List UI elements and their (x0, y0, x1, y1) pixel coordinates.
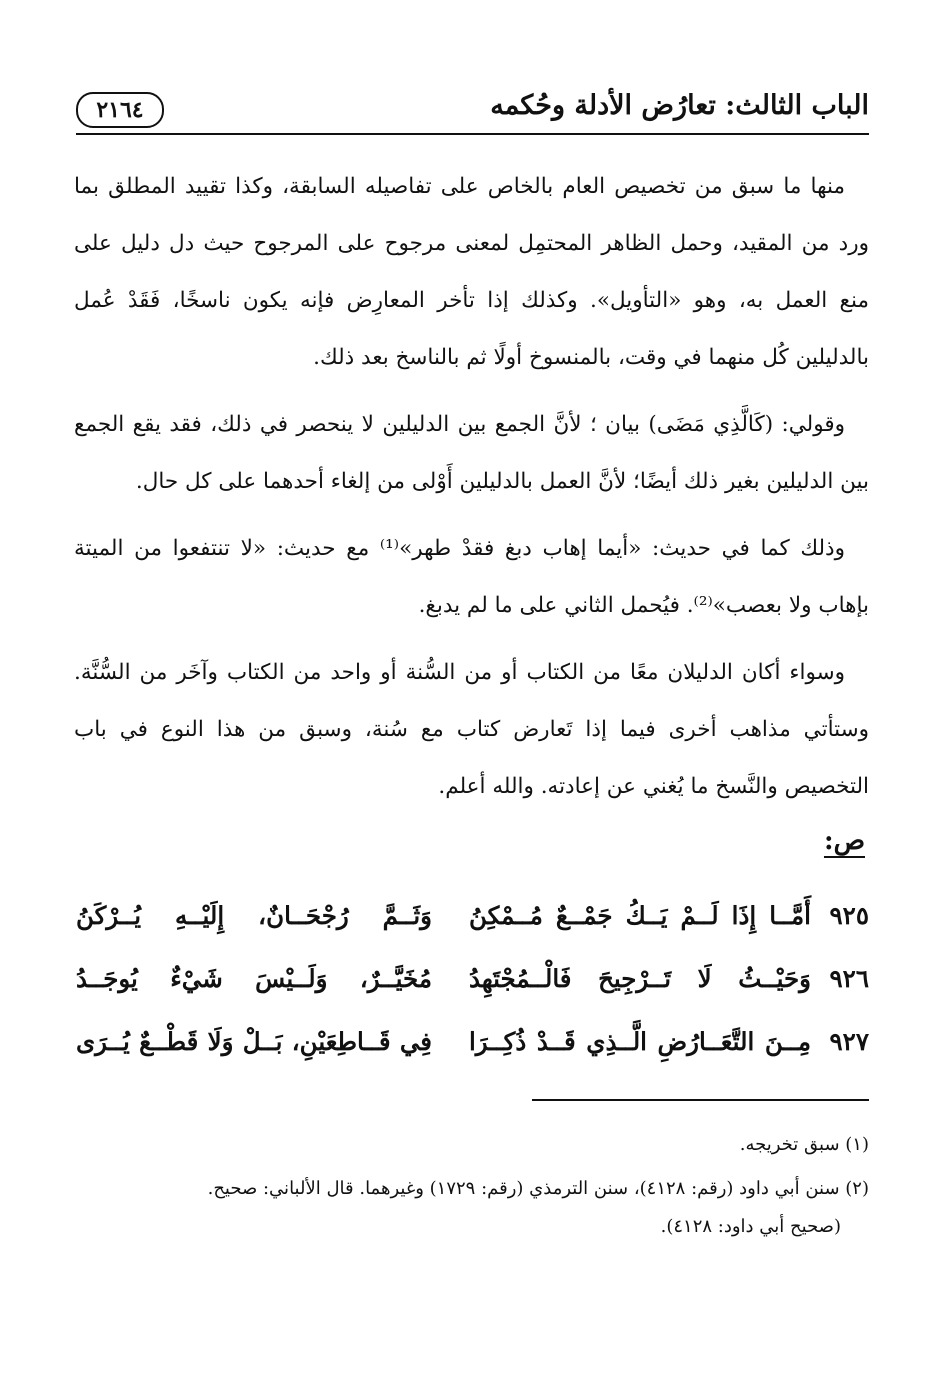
footnotes (76, 1126, 869, 1252)
verse-second-hemistich: وَثَــمَّ رُجْحَــانٌ، إِلَيْــهِ يُــرْكَنُ (76, 901, 432, 930)
verse-first-hemistich: وَحَيْــثُ لَا تَــرْجِيحَ فَالْــمُجْتَهِدُ (469, 964, 811, 993)
footnote-rule (532, 1099, 869, 1101)
section-label: ص: (823, 826, 865, 856)
verse-line (76, 1021, 869, 1084)
page-number: ٢١٦٤ (76, 92, 164, 128)
verse-second-hemistich: مُخَيَّــرٌ، وَلَــيْسَ شَيْءٌ يُوجَــدُ (76, 964, 432, 993)
footnote: (١) سبق تخريجه. (739, 1134, 869, 1155)
paragraph: وسواء أكان الدليلان معًا من الكتاب أو من السُّنة أو واحد من الكتاب وآخَر من السُّنَّة. وستأتي مذاهب أخرى فيما إذا تَعارض كتاب مع سُنة، وسبق من هذا النوع في باب التخصيص والنَّسخ ما يُغني عن إعادته. والله أعلم. (74, 660, 869, 799)
paragraph: وقولي: (كَالَّذِي مَضَى) بيان ؛ لأنَّ الجمع بين الدليلين لا ينحصر في ذلك، فقد يقع الجمع بين الدليلين بغير ذلك أيضًا؛ لأنَّ العمل بالدليلين أَوْلى من إلغاء أحدهما على كل حال. (74, 412, 869, 494)
paragraph: منها ما سبق من تخصيص العام بالخاص على تفاصيله السابقة، وكذا تقييد المطلق بما ورد من المقيد، وحمل الظاهر المحتمِل لمعنى مرجوح على المرجوح حيث دل دليل على منع العمل به، وهو «التأويل». وكذلك إذا تأخر المعارِض فإنه يكون ناسخًا، فَقَدْ عُمل بالدليلين كُل منهما في وقت، بالمنسوخ أولًا ثم بالناسخ بعد ذلك. (74, 174, 869, 370)
verse-number: ٩٢٥ (829, 901, 869, 930)
verse-first-hemistich: مِــنَ التَّعَــارُضِ الَّــذِي قَــدْ ذُكِــرَا (469, 1027, 811, 1056)
running-header (76, 88, 869, 132)
paragraph: وذلك كما في حديث: «أيما إهاب دبغ فقدْ طهر»⁽¹⁾ مع حديث: «لا تنتفعوا من الميتة بإهاب ولا بعصب»⁽²⁾. فيُحمل الثاني على ما لم يدبغ. (74, 536, 869, 618)
verse-number: ٩٢٧ (829, 1027, 869, 1056)
verse-line (76, 958, 869, 1021)
footnote-continuation: (صحيح أبي داود: ٤١٢٨). (660, 1216, 841, 1237)
verse-block (76, 895, 869, 1084)
header-rule (76, 133, 869, 135)
verse-line (76, 895, 869, 958)
footnote (76, 1170, 869, 1246)
main-text (74, 158, 869, 825)
chapter-title: الباب الثالث: تعارُض الأدلة وحُكمه (490, 90, 869, 121)
verse-first-hemistich: أَمَّــا إِذَا لَــمْ يَــكُ جَمْــعٌ مُــمْكِنُ (469, 901, 811, 930)
verse-number: ٩٢٦ (829, 964, 869, 993)
verse-second-hemistich: فِي قَــاطِعَيْنِ، بَــلْ وَلَا قَطْــعٌ يُــرَى (76, 1027, 432, 1056)
footnote-text: (٢) سنن أبي داود (رقم: ٤١٢٨)، سنن الترمذي (رقم: ١٧٢٩) وغيرهما. قال الألباني: صحيح. (207, 1178, 869, 1199)
